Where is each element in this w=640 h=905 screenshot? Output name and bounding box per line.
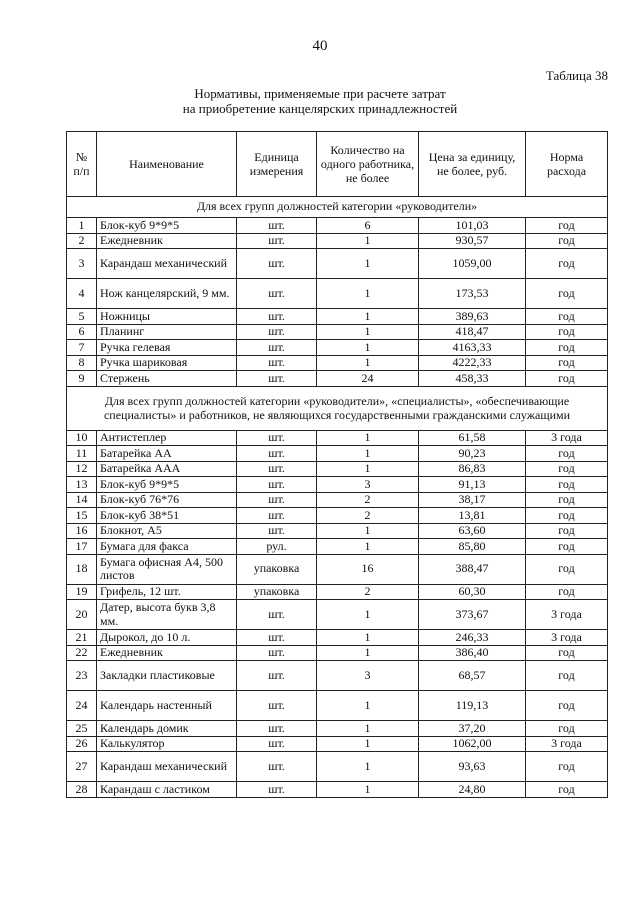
cell-price: 63,60 xyxy=(419,523,526,539)
cell-norm: год xyxy=(526,539,608,555)
cell-num: 5 xyxy=(67,309,97,325)
cell-price: 1062,00 xyxy=(419,736,526,752)
table-row xyxy=(67,752,608,782)
cell-qty: 2 xyxy=(317,492,419,508)
table-row xyxy=(67,661,608,691)
cell-norm: год xyxy=(526,554,608,584)
cell-unit: шт. xyxy=(237,340,317,356)
cell-num: 15 xyxy=(67,508,97,524)
table-row xyxy=(67,584,608,600)
cell-num: 14 xyxy=(67,492,97,508)
cell-qty: 1 xyxy=(317,461,419,477)
cell-unit: шт. xyxy=(237,691,317,721)
cell-unit: шт. xyxy=(237,721,317,737)
cell-num: 26 xyxy=(67,736,97,752)
cell-name: Планинг xyxy=(97,324,237,340)
cell-unit: шт. xyxy=(237,249,317,279)
cell-price: 173,53 xyxy=(419,279,526,309)
cell-num: 1 xyxy=(67,218,97,234)
cell-num: 10 xyxy=(67,430,97,446)
cell-unit: шт. xyxy=(237,430,317,446)
cell-unit: шт. xyxy=(237,492,317,508)
table-row xyxy=(67,691,608,721)
table-body xyxy=(67,197,608,798)
cell-price: 418,47 xyxy=(419,324,526,340)
cell-unit: шт. xyxy=(237,218,317,234)
cell-name: Карандаш механический xyxy=(97,752,237,782)
cell-unit: шт. xyxy=(237,736,317,752)
cell-qty: 1 xyxy=(317,446,419,462)
cell-norm: год xyxy=(526,218,608,234)
cell-num: 11 xyxy=(67,446,97,462)
cell-price: 458,33 xyxy=(419,371,526,387)
cell-num: 17 xyxy=(67,539,97,555)
cell-norm: год xyxy=(526,233,608,249)
cell-qty: 1 xyxy=(317,645,419,661)
cell-name: Ножницы xyxy=(97,309,237,325)
cell-unit: упаковка xyxy=(237,554,317,584)
table-row xyxy=(67,782,608,798)
cell-qty: 1 xyxy=(317,233,419,249)
cell-num: 13 xyxy=(67,477,97,493)
group-heading-managers: Для всех групп должностей категории «руководители» xyxy=(67,197,608,218)
table-header-row xyxy=(67,132,608,197)
table-title xyxy=(0,86,640,116)
cell-norm: год xyxy=(526,279,608,309)
cell-num: 16 xyxy=(67,523,97,539)
table-row xyxy=(67,600,608,630)
cell-price: 1059,00 xyxy=(419,249,526,279)
table-row xyxy=(67,508,608,524)
cell-unit: шт. xyxy=(237,630,317,646)
cell-price: 389,63 xyxy=(419,309,526,325)
cell-num: 21 xyxy=(67,630,97,646)
cell-unit: шт. xyxy=(237,371,317,387)
cell-qty: 24 xyxy=(317,371,419,387)
cell-name: Батарейка ААА xyxy=(97,461,237,477)
cell-norm: год xyxy=(526,371,608,387)
cell-num: 28 xyxy=(67,782,97,798)
cell-qty: 1 xyxy=(317,539,419,555)
table-row xyxy=(67,279,608,309)
cell-num: 19 xyxy=(67,584,97,600)
cell-name: Батарейка АА xyxy=(97,446,237,462)
cell-unit: шт. xyxy=(237,508,317,524)
header-unit: Единица измерения xyxy=(237,132,317,197)
cell-name: Ежедневник xyxy=(97,233,237,249)
table-row xyxy=(67,539,608,555)
table-row xyxy=(67,554,608,584)
header-num: № п/п xyxy=(67,132,97,197)
cell-name: Блок-куб 9*9*5 xyxy=(97,218,237,234)
table-row xyxy=(67,523,608,539)
cell-qty: 1 xyxy=(317,249,419,279)
cell-price: 4163,33 xyxy=(419,340,526,356)
cell-unit: шт. xyxy=(237,523,317,539)
cell-num: 3 xyxy=(67,249,97,279)
cell-num: 2 xyxy=(67,233,97,249)
cell-price: 373,67 xyxy=(419,600,526,630)
cell-unit: шт. xyxy=(237,752,317,782)
cell-unit: упаковка xyxy=(237,584,317,600)
table-label: Таблица 38 xyxy=(545,68,608,83)
cell-norm: год xyxy=(526,691,608,721)
cell-name: Календарь домик xyxy=(97,721,237,737)
cell-qty: 3 xyxy=(317,661,419,691)
cell-num: 12 xyxy=(67,461,97,477)
cell-num: 24 xyxy=(67,691,97,721)
cell-num: 4 xyxy=(67,279,97,309)
cell-price: 386,40 xyxy=(419,645,526,661)
cell-price: 38,17 xyxy=(419,492,526,508)
cell-norm: 3 года xyxy=(526,630,608,646)
table-row xyxy=(67,355,608,371)
cell-qty: 3 xyxy=(317,477,419,493)
cell-name: Карандаш с ластиком xyxy=(97,782,237,798)
cell-name: Калькулятор xyxy=(97,736,237,752)
cell-norm: год xyxy=(526,523,608,539)
cell-name: Бумага офисная А4, 500 листов xyxy=(97,554,237,584)
cell-norm: год xyxy=(526,584,608,600)
cell-name: Блок-куб 9*9*5 xyxy=(97,477,237,493)
cell-unit: шт. xyxy=(237,324,317,340)
cell-norm: 3 года xyxy=(526,600,608,630)
cell-price: 388,47 xyxy=(419,554,526,584)
cell-price: 90,23 xyxy=(419,446,526,462)
header-norm: Норма расхода xyxy=(526,132,608,197)
cell-norm: год xyxy=(526,752,608,782)
cell-unit: рул. xyxy=(237,539,317,555)
table-row xyxy=(67,492,608,508)
cell-norm: год xyxy=(526,249,608,279)
cell-norm: год xyxy=(526,721,608,737)
cell-price: 61,58 xyxy=(419,430,526,446)
cell-unit: шт. xyxy=(237,233,317,249)
group-row-all-staff xyxy=(67,386,608,430)
cell-price: 246,33 xyxy=(419,630,526,646)
cell-qty: 1 xyxy=(317,324,419,340)
cell-name: Ежедневник xyxy=(97,645,237,661)
cell-unit: шт. xyxy=(237,461,317,477)
cell-num: 18 xyxy=(67,554,97,584)
cell-price: 101,03 xyxy=(419,218,526,234)
cell-qty: 1 xyxy=(317,752,419,782)
cell-unit: шт. xyxy=(237,782,317,798)
cell-unit: шт. xyxy=(237,477,317,493)
cell-name: Блок-куб 76*76 xyxy=(97,492,237,508)
cell-price: 91,13 xyxy=(419,477,526,493)
cell-norm: год xyxy=(526,309,608,325)
cell-price: 24,80 xyxy=(419,782,526,798)
group-heading-all-staff: Для всех групп должностей категории «руководители», «специалисты», «обеспечивающие специалисты» и работников, не являющихся государственными гражданскими служащими xyxy=(67,386,608,430)
cell-price: 37,20 xyxy=(419,721,526,737)
cell-qty: 1 xyxy=(317,523,419,539)
cell-unit: шт. xyxy=(237,645,317,661)
cell-norm: год xyxy=(526,461,608,477)
cell-price: 68,57 xyxy=(419,661,526,691)
cell-qty: 6 xyxy=(317,218,419,234)
cell-num: 6 xyxy=(67,324,97,340)
cell-name: Антистеплер xyxy=(97,430,237,446)
table-row xyxy=(67,446,608,462)
table-row xyxy=(67,430,608,446)
table-row xyxy=(67,249,608,279)
cell-norm: 3 года xyxy=(526,430,608,446)
table-row xyxy=(67,309,608,325)
header-name: Наименование xyxy=(97,132,237,197)
cell-norm: 3 года xyxy=(526,736,608,752)
cell-qty: 1 xyxy=(317,721,419,737)
table-row xyxy=(67,371,608,387)
cell-name: Грифель, 12 шт. xyxy=(97,584,237,600)
cell-price: 85,80 xyxy=(419,539,526,555)
cell-name: Блокнот, А5 xyxy=(97,523,237,539)
table-row xyxy=(67,477,608,493)
cell-norm: год xyxy=(526,355,608,371)
table-row xyxy=(67,736,608,752)
cell-norm: год xyxy=(526,782,608,798)
cell-num: 8 xyxy=(67,355,97,371)
cell-unit: шт. xyxy=(237,600,317,630)
cell-unit: шт. xyxy=(237,446,317,462)
cell-unit: шт. xyxy=(237,355,317,371)
table-row xyxy=(67,233,608,249)
cell-qty: 1 xyxy=(317,355,419,371)
cell-norm: год xyxy=(526,661,608,691)
cell-norm: год xyxy=(526,324,608,340)
cell-price: 93,63 xyxy=(419,752,526,782)
cell-price: 930,57 xyxy=(419,233,526,249)
cell-norm: год xyxy=(526,645,608,661)
cell-name: Нож канцелярский, 9 мм. xyxy=(97,279,237,309)
cell-unit: шт. xyxy=(237,309,317,325)
cell-qty: 1 xyxy=(317,430,419,446)
cell-name: Календарь настенный xyxy=(97,691,237,721)
table-title-line-1: Нормативы, применяемые при расчете затрат xyxy=(194,86,446,101)
cell-qty: 1 xyxy=(317,340,419,356)
cell-num: 25 xyxy=(67,721,97,737)
group-row-managers xyxy=(67,197,608,218)
cell-qty: 1 xyxy=(317,736,419,752)
cell-qty: 2 xyxy=(317,584,419,600)
cell-name: Стержень xyxy=(97,371,237,387)
cell-name: Дырокол, до 10 л. xyxy=(97,630,237,646)
cell-price: 60,30 xyxy=(419,584,526,600)
cell-price: 4222,33 xyxy=(419,355,526,371)
cell-unit: шт. xyxy=(237,661,317,691)
cell-price: 119,13 xyxy=(419,691,526,721)
cell-num: 27 xyxy=(67,752,97,782)
cell-name: Ручка шариковая xyxy=(97,355,237,371)
cell-name: Карандаш механический xyxy=(97,249,237,279)
cell-qty: 1 xyxy=(317,691,419,721)
page-number: 40 xyxy=(312,38,328,54)
cell-name: Блок-куб 38*51 xyxy=(97,508,237,524)
cell-num: 23 xyxy=(67,661,97,691)
cell-qty: 1 xyxy=(317,279,419,309)
header-price: Цена за единицу, не более, руб. xyxy=(419,132,526,197)
cell-num: 20 xyxy=(67,600,97,630)
cell-num: 7 xyxy=(67,340,97,356)
cell-name: Ручка гелевая xyxy=(97,340,237,356)
cell-qty: 1 xyxy=(317,630,419,646)
table-row xyxy=(67,645,608,661)
table-row xyxy=(67,721,608,737)
table-row xyxy=(67,218,608,234)
cell-qty: 2 xyxy=(317,508,419,524)
cell-name: Закладки пластиковые xyxy=(97,661,237,691)
cell-qty: 16 xyxy=(317,554,419,584)
cell-unit: шт. xyxy=(237,279,317,309)
table-row xyxy=(67,340,608,356)
cell-qty: 1 xyxy=(317,600,419,630)
cell-qty: 1 xyxy=(317,782,419,798)
cell-price: 86,83 xyxy=(419,461,526,477)
cell-norm: год xyxy=(526,508,608,524)
cell-qty: 1 xyxy=(317,309,419,325)
cell-norm: год xyxy=(526,477,608,493)
cell-name: Датер, высота букв 3,8 мм. xyxy=(97,600,237,630)
cell-num: 22 xyxy=(67,645,97,661)
norms-table xyxy=(66,131,608,798)
cell-norm: год xyxy=(526,492,608,508)
cell-num: 9 xyxy=(67,371,97,387)
table-row xyxy=(67,630,608,646)
table-row xyxy=(67,461,608,477)
table-row xyxy=(67,324,608,340)
header-qty: Количество на одного работника, не более xyxy=(317,132,419,197)
cell-name: Бумага для факса xyxy=(97,539,237,555)
cell-norm: год xyxy=(526,446,608,462)
cell-price: 13,81 xyxy=(419,508,526,524)
cell-norm: год xyxy=(526,340,608,356)
table-title-line-2: на приобретение канцелярских принадлежностей xyxy=(182,101,458,116)
